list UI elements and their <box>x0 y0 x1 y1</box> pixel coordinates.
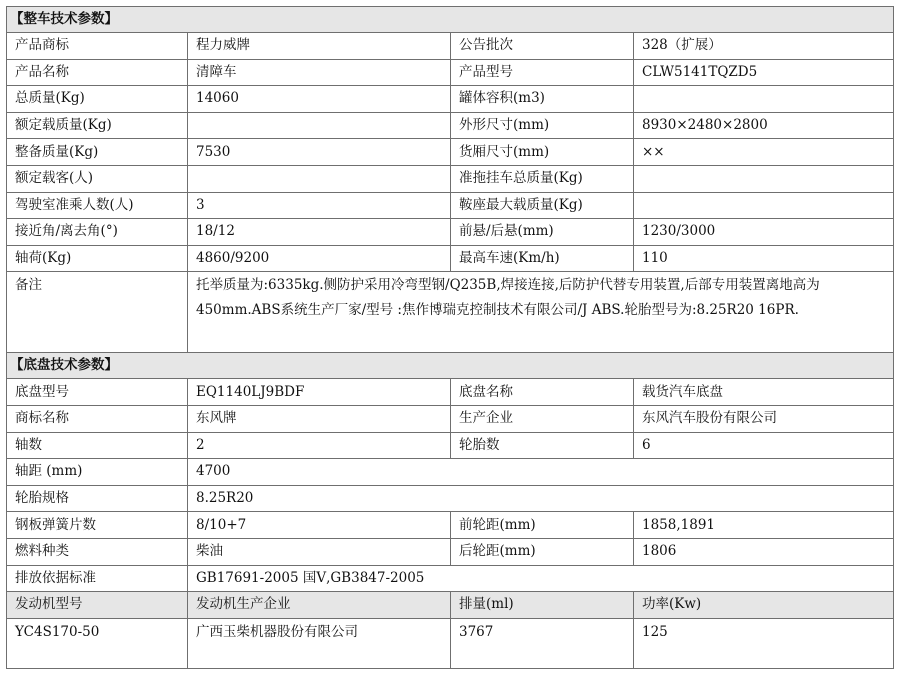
vehicle-row <box>7 165 894 192</box>
vehicle-label: 产品商标 <box>7 33 188 60</box>
chassis-value: 东风汽车股份有限公司 <box>634 405 894 432</box>
vehicle-label: 前悬/后悬(mm) <box>451 219 634 246</box>
vehicle-label: 产品型号 <box>451 59 634 86</box>
chassis-label: 轴数 <box>7 432 188 459</box>
chassis-value: 东风牌 <box>188 405 451 432</box>
chassis-value: 柴油 <box>188 538 451 565</box>
chassis-value: 1806 <box>634 538 894 565</box>
vehicle-value: 7530 <box>188 139 451 166</box>
chassis-value: 2 <box>188 432 451 459</box>
vehicle-value: 18/12 <box>188 219 451 246</box>
vehicle-value: 110 <box>634 245 894 272</box>
vehicle-row <box>7 192 894 219</box>
vehicle-value: 3 <box>188 192 451 219</box>
chassis-label: 商标名称 <box>7 405 188 432</box>
vehicle-label: 轴荷(Kg) <box>7 245 188 272</box>
remarks-text: 托举质量为:6335kg.侧防护采用冷弯型钢/Q235B,焊接连接,后防护代替专用装置,后部专用装置离地高为450mm.ABS系统生产厂家/型号 :焦作博瑞克控制技术有限公司/J ABS.轮胎型号为:8.25R20 16PR. <box>188 272 894 353</box>
chassis-row <box>7 565 894 592</box>
vehicle-value <box>188 165 451 192</box>
vehicle-value: CLW5141TQZD5 <box>634 59 894 86</box>
vehicle-label: 产品名称 <box>7 59 188 86</box>
chassis-row <box>7 432 894 459</box>
vehicle-value: 4860/9200 <box>188 245 451 272</box>
vehicle-row <box>7 112 894 139</box>
vehicle-value <box>634 192 894 219</box>
engine-maker: 广西玉柴机器股份有限公司 <box>188 618 451 668</box>
vehicle-value: 清障车 <box>188 59 451 86</box>
chassis-value: EQ1140LJ9BDF <box>188 379 451 406</box>
chassis-label: 前轮距(mm) <box>451 512 634 539</box>
engine-displacement: 3767 <box>451 618 634 668</box>
chassis-value: 8/10+7 <box>188 512 451 539</box>
vehicle-value <box>634 86 894 113</box>
vehicle-row <box>7 245 894 272</box>
vehicle-label: 额定载质量(Kg) <box>7 112 188 139</box>
chassis-value: 4700 <box>188 459 894 486</box>
chassis-value: 载货汽车底盘 <box>634 379 894 406</box>
engine-power: 125 <box>634 618 894 668</box>
chassis-section-title: 【底盘技术参数】 <box>7 353 894 379</box>
vehicle-value: 14060 <box>188 86 451 113</box>
vehicle-value: 328（扩展） <box>634 33 894 60</box>
chassis-value: 6 <box>634 432 894 459</box>
chassis-row <box>7 379 894 406</box>
engine-row <box>7 618 894 668</box>
chassis-row <box>7 512 894 539</box>
chassis-label: 后轮距(mm) <box>451 538 634 565</box>
vehicle-label: 驾驶室准乘人数(人) <box>7 192 188 219</box>
chassis-row <box>7 538 894 565</box>
vehicle-value: 1230/3000 <box>634 219 894 246</box>
chassis-value: 8.25R20 <box>188 485 894 512</box>
engine-model: YC4S170-50 <box>7 618 188 668</box>
chassis-label: 底盘型号 <box>7 379 188 406</box>
vehicle-label: 货厢尺寸(mm) <box>451 139 634 166</box>
vehicle-value: ×× <box>634 139 894 166</box>
chassis-label: 排放依据标准 <box>7 565 188 592</box>
engine-header-row <box>7 592 894 619</box>
vehicle-label: 罐体容积(m3) <box>451 86 634 113</box>
engine-header-cell: 发动机生产企业 <box>188 592 451 619</box>
spec-table <box>6 6 894 669</box>
chassis-label: 燃料种类 <box>7 538 188 565</box>
chassis-row <box>7 459 894 486</box>
vehicle-label: 接近角/离去角(°) <box>7 219 188 246</box>
remarks-row <box>7 272 894 353</box>
chassis-row <box>7 405 894 432</box>
engine-header-cell: 排量(ml) <box>451 592 634 619</box>
vehicle-label: 额定载客(人) <box>7 165 188 192</box>
chassis-label: 生产企业 <box>451 405 634 432</box>
vehicle-row <box>7 33 894 60</box>
vehicle-row <box>7 59 894 86</box>
vehicle-value <box>188 112 451 139</box>
chassis-label: 轴距 (mm) <box>7 459 188 486</box>
vehicle-label: 最高车速(Km/h) <box>451 245 634 272</box>
vehicle-label: 外形尺寸(mm) <box>451 112 634 139</box>
vehicle-label: 准拖挂车总质量(Kg) <box>451 165 634 192</box>
vehicle-section-header <box>7 7 894 33</box>
vehicle-value: 8930×2480×2800 <box>634 112 894 139</box>
chassis-row <box>7 485 894 512</box>
chassis-label: 底盘名称 <box>451 379 634 406</box>
vehicle-row <box>7 139 894 166</box>
engine-header-cell: 发动机型号 <box>7 592 188 619</box>
chassis-label: 轮胎规格 <box>7 485 188 512</box>
chassis-label: 轮胎数 <box>451 432 634 459</box>
vehicle-label: 鞍座最大载质量(Kg) <box>451 192 634 219</box>
vehicle-label: 总质量(Kg) <box>7 86 188 113</box>
chassis-section-header <box>7 353 894 379</box>
vehicle-label: 公告批次 <box>451 33 634 60</box>
engine-header-cell: 功率(Kw) <box>634 592 894 619</box>
remarks-label: 备注 <box>7 272 188 353</box>
chassis-value: GB17691-2005 国Ⅴ,GB3847-2005 <box>188 565 894 592</box>
chassis-value: 1858,1891 <box>634 512 894 539</box>
vehicle-value <box>634 165 894 192</box>
vehicle-section-title: 【整车技术参数】 <box>7 7 894 33</box>
vehicle-value: 程力威牌 <box>188 33 451 60</box>
vehicle-label: 整备质量(Kg) <box>7 139 188 166</box>
vehicle-row <box>7 86 894 113</box>
chassis-label: 钢板弹簧片数 <box>7 512 188 539</box>
vehicle-row <box>7 219 894 246</box>
